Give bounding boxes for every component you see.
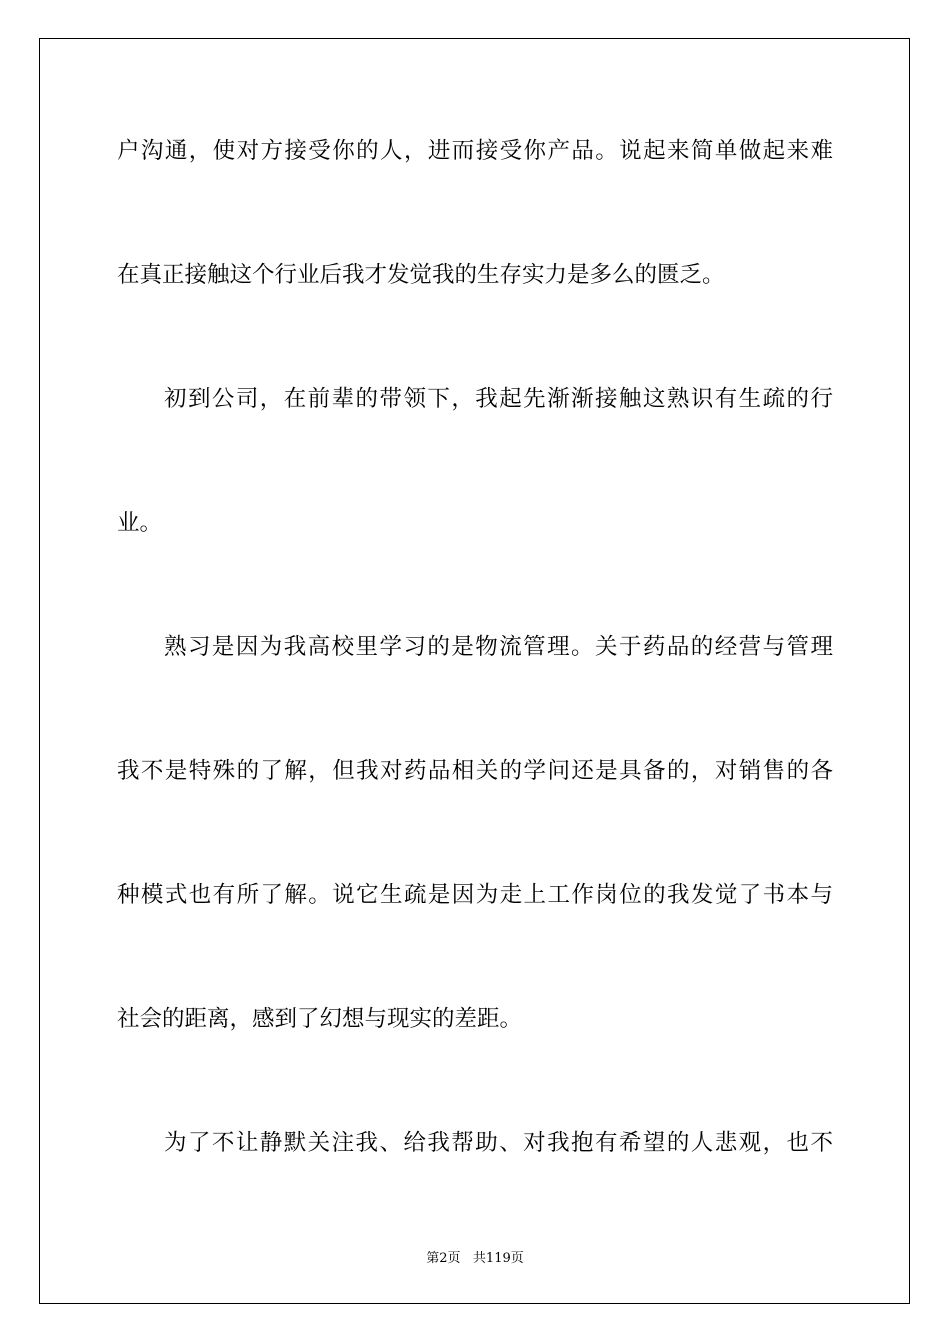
body-line-6: 我不是特殊的了解，但我对药品相关的学问还是具备的，对销售的各 [117, 758, 833, 784]
body-line-2: 在真正接触这个行业后我才发觉我的生存实力是多么的匮乏。 [117, 262, 725, 288]
page-number-footer: 第2页 共119页 [426, 1251, 524, 1266]
body-line-8: 社会的距离，感到了幻想与现实的差距。 [117, 1006, 523, 1032]
body-line-5: 熟习是因为我高校里学习的是物流管理。关于药品的经营与管理 [164, 634, 833, 660]
page-border [39, 38, 910, 1304]
body-line-3: 初到公司，在前辈的带领下，我起先渐渐接触这熟识有生疏的行 [164, 386, 833, 412]
body-line-7: 种模式也有所了解。说它生疏是因为走上工作岗位的我发觉了书本与 [117, 882, 833, 908]
body-line-4: 业。 [117, 510, 163, 536]
body-line-1: 户沟通，使对方接受你的人，进而接受你产品。说起来简单做起来难 [117, 138, 833, 164]
body-line-9: 为了不让静默关注我、给我帮助、对我抱有希望的人悲观，也不 [164, 1130, 833, 1156]
